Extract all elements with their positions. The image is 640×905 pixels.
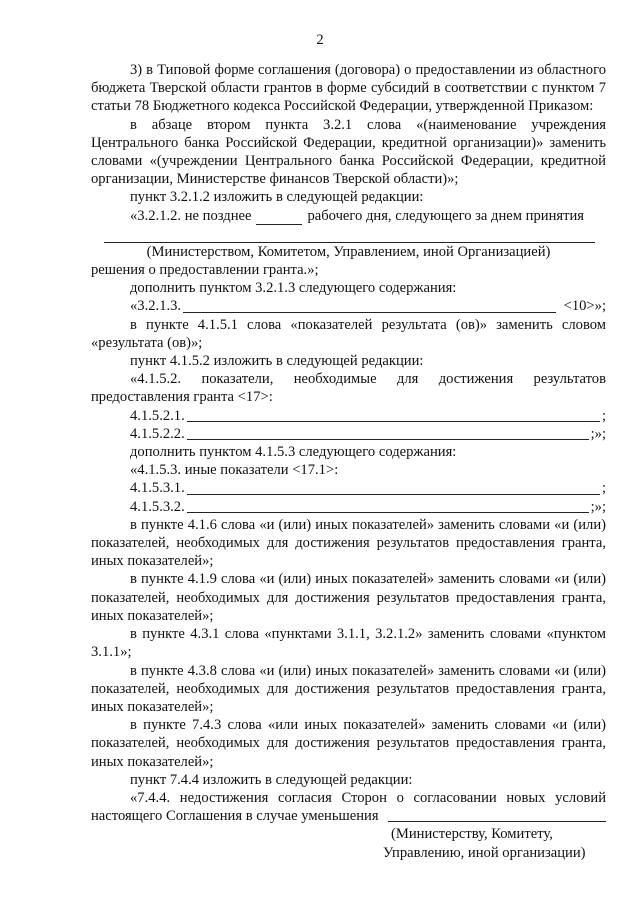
paragraph-3-2-1-2-header: пункт 3.2.1.2 изложить в следующей редакции: bbox=[130, 189, 424, 206]
hint-authority: (Министерством, Комитетом, Управлением, иной Организацией) bbox=[146, 243, 551, 260]
text-4-1-5-2-1: 4.1.5.2.1. bbox=[130, 407, 185, 424]
paragraph-7-4-4-block bbox=[91, 789, 606, 825]
paragraph-3-2-1: в абзаце втором пункта 3.2.1 слова «(наименование учреждения Центрального банка Российской Федерации, кредитной организации)» заменить словами «(учреждении Центрального банка Российской Федерации, кредитной организации, Министерстве финансов Тверской области)»; bbox=[91, 116, 606, 188]
paragraph-7-4-4: «7.4.4. недостижения согласия Сторон о согласовании новых условий настоящего Соглашения в случае уменьшения bbox=[91, 789, 606, 825]
text-4-1-5-2-2: 4.1.5.2.2. bbox=[130, 425, 185, 442]
hint-authority-7-4-4-line2: Управлению, иной организации) bbox=[383, 844, 586, 861]
text-4-1-5-3-1-end: ; bbox=[601, 480, 606, 497]
paragraph-4-1-5-2: «4.1.5.2. показатели, необходимые для достижения результатов предоставления гранта <17>: bbox=[91, 371, 606, 406]
blank-3-2-1-3 bbox=[183, 298, 556, 313]
blank-authority-7-4-4 bbox=[388, 809, 606, 822]
paragraph-4-1-9: в пункте 4.1.9 слова «и (или) иных показателей» заменить словами «и (или) показателей, необходимых для достижения результатов предоставления гранта, иных показателей»; bbox=[91, 571, 606, 624]
blank-4-1-5-2-1 bbox=[187, 407, 600, 422]
paragraph-3-2-1-3-header: дополнить пунктом 3.2.1.3 следующего содержания: bbox=[130, 280, 457, 297]
paragraph-7-4-3: в пункте 7.4.3 слова «или иных показателей» заменить словами «и (или) показателей, необходимых для достижения результатов предоставления гранта, иных показателей»; bbox=[91, 717, 606, 770]
text-3-2-1-3: «3.2.1.3. bbox=[130, 298, 182, 315]
paragraph-decision: решения о предоставлении гранта.»; bbox=[91, 262, 319, 279]
blank-4-1-5-3-2 bbox=[187, 498, 589, 513]
line-3-2-1-3 bbox=[91, 297, 606, 315]
blank-4-1-5-3-1 bbox=[187, 480, 600, 495]
paragraph-4-3-1: в пункте 4.3.1 слова «пунктами 3.1.1, 3.2.1.2» заменить словами «пунктом 3.1.1»; bbox=[91, 626, 606, 661]
text-4-1-5-3-1: 4.1.5.3.1. bbox=[130, 480, 185, 497]
line-4-1-5-2-1 bbox=[91, 407, 606, 425]
page-number: 2 bbox=[316, 32, 324, 48]
line-4-1-5-3-2 bbox=[91, 498, 606, 516]
paragraph-4-3-8: в пункте 4.3.8 слова «и (или) иных показателей» заменить словами «и (или) показателей, необходимых для достижения результатов предоставления гранта, иных показателей»; bbox=[91, 662, 606, 715]
paragraph-4-1-6: в пункте 4.1.6 слова «и (или) иных показателей» заменить словами «и (или) показателей, необходимых для достижения результатов предоставления гранта, иных показателей»; bbox=[91, 516, 606, 570]
hint-authority-7-4-4-line1: (Министерству, Комитету, bbox=[391, 826, 553, 843]
blank-authority-line bbox=[104, 225, 595, 243]
paragraph-4-1-5-1: в пункте 4.1.5.1 слова «показателей результата (ов)» заменить словом «результата (ов)»; bbox=[91, 316, 606, 351]
paragraph-4-1-5-2-header: пункт 4.1.5.2 изложить в следующей редакции: bbox=[130, 353, 424, 370]
line-4-1-5-2-2 bbox=[91, 425, 606, 443]
text-3-2-1-2-end: рабочего дня, следующего за днем принятия bbox=[307, 207, 584, 224]
paragraph-intro: 3) в Типовой форме соглашения (договора) о предоставлении из областного бюджета Тверской области грантов в форме субсидий в соответствии с пунктом 7 статьи 78 Бюджетного кодекса Российской Федерации, утвержденной Приказом: bbox=[91, 62, 606, 115]
blank-workdays bbox=[256, 212, 302, 225]
text-3-2-1-2-start: «3.2.1.2. не позднее bbox=[130, 207, 252, 224]
text-4-1-5-2-2-end: ;»; bbox=[590, 425, 606, 442]
text-4-1-5-2-1-end: ; bbox=[601, 407, 606, 424]
text-4-1-5-3-2-end: ;»; bbox=[590, 498, 606, 515]
document-body bbox=[91, 61, 606, 862]
paragraph-4-1-5-3-header: дополнить пунктом 4.1.5.3 следующего содержания: bbox=[130, 444, 457, 461]
line-4-1-5-3-1 bbox=[91, 479, 606, 497]
line-3-2-1-2 bbox=[91, 207, 606, 225]
paragraph-7-4-4-header: пункт 7.4.4 изложить в следующей редакции: bbox=[130, 771, 413, 788]
blank-4-1-5-2-2 bbox=[187, 425, 589, 440]
text-4-1-5-3-2: 4.1.5.3.2. bbox=[130, 498, 185, 515]
paragraph-4-1-5-3: «4.1.5.3. иные показатели <17.1>: bbox=[130, 462, 339, 479]
text-3-2-1-3-ref: <10>»; bbox=[563, 298, 606, 315]
